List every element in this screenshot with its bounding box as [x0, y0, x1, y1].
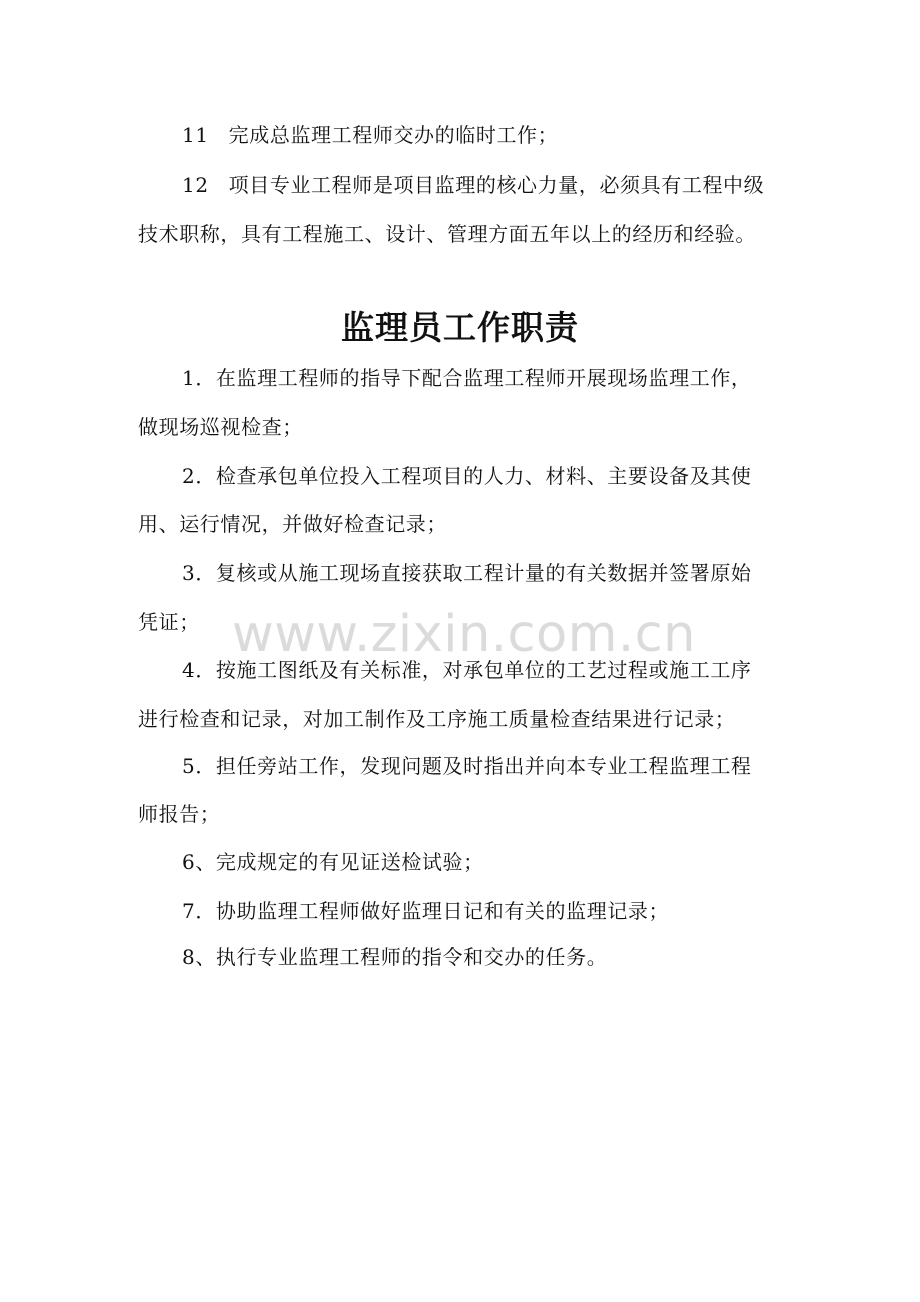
item-number: 11 — [182, 123, 209, 147]
item-12-continuation: 技术职称，具有工程施工、设计、管理方面五年以上的经历和经验。 — [138, 222, 756, 246]
duty-4-continuation: 进行检查和记录，对加工制作及工序施工质量检查结果进行记录； — [138, 707, 736, 731]
item-number: 12 — [182, 173, 209, 197]
item-12 — [182, 171, 842, 199]
duty-1: 1．在监理工程师的指导下配合监理工程师开展现场监理工作， — [182, 366, 752, 390]
watermark: www.zixin.com.cn — [232, 605, 696, 664]
item-text: 完成总监理工程师交办的临时工作； — [228, 123, 559, 147]
item-text: 项目专业工程师是项目监理的核心力量，必须具有工程中级 — [228, 173, 765, 197]
duty-5: 5．担任旁站工作，发现问题及时指出并向本专业工程监理工程 — [182, 754, 752, 778]
duty-1-continuation: 做现场巡视检查； — [138, 415, 303, 439]
duty-5-continuation: 师报告； — [138, 802, 221, 826]
duty-4: 4．按施工图纸及有关标准，对承包单位的工艺过程或施工工序 — [182, 658, 752, 682]
item-11 — [182, 121, 842, 149]
duty-7: 7．协助监理工程师做好监理日记和有关的监理记录； — [182, 899, 670, 923]
section-title: 监理员工作职责 — [341, 308, 579, 347]
duty-8: 8、执行专业监理工程师的指令和交办的任务。 — [182, 945, 608, 969]
duty-6: 6、完成规定的有见证送检试验； — [182, 850, 484, 874]
duty-2: 2．检查承包单位投入工程项目的人力、材料、主要设备及其使 — [182, 464, 752, 488]
duty-3: 3．复核或从施工现场直接获取工程计量的有关数据并签署原始 — [182, 561, 752, 585]
duty-2-continuation: 用、运行情况，并做好检查记录； — [138, 512, 447, 536]
duty-3-continuation: 凭证； — [138, 610, 200, 634]
